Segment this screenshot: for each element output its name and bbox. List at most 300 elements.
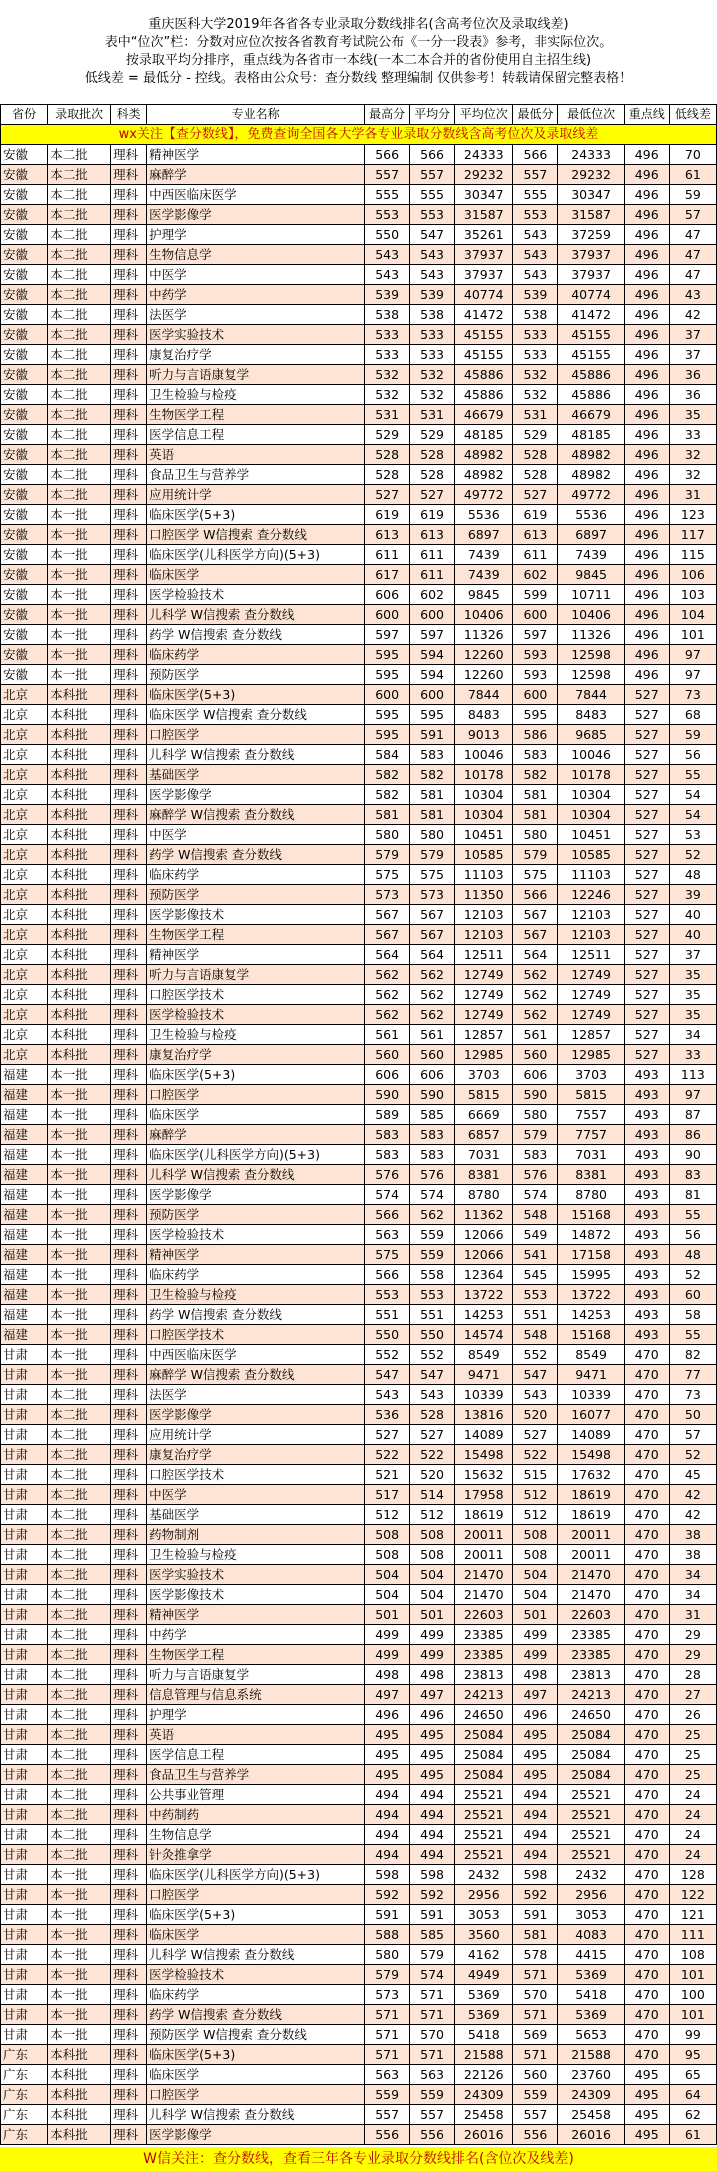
cell-line-diff: 52 xyxy=(669,845,716,865)
cell-max-score: 501 xyxy=(365,1605,410,1625)
cell-province: 安徽 xyxy=(1,485,48,505)
cell-min-rank: 12598 xyxy=(558,645,624,665)
cell-min-score: 527 xyxy=(513,485,558,505)
cell-batch: 本一批 xyxy=(48,1285,111,1305)
cell-line-diff: 35 xyxy=(669,965,716,985)
table-row xyxy=(1,1105,717,1125)
cell-avg-score: 563 xyxy=(410,2065,455,2085)
cell-avg-rank: 24650 xyxy=(455,1705,513,1725)
cell-min-score: 590 xyxy=(513,1085,558,1105)
cell-max-score: 543 xyxy=(365,265,410,285)
cell-line-diff: 34 xyxy=(669,1585,716,1605)
cell-min-rank: 5653 xyxy=(558,2025,624,2045)
cell-subject: 理科 xyxy=(111,1125,147,1145)
cell-province: 甘肃 xyxy=(1,1425,48,1445)
cell-province: 甘肃 xyxy=(1,1945,48,1965)
cell-line-diff: 28 xyxy=(669,1665,716,1685)
cell-min-rank: 45886 xyxy=(558,385,624,405)
cell-max-score: 494 xyxy=(365,1825,410,1845)
cell-min-score: 566 xyxy=(513,885,558,905)
cell-avg-score: 499 xyxy=(410,1625,455,1645)
cell-line-diff: 53 xyxy=(669,825,716,845)
cell-max-score: 553 xyxy=(365,205,410,225)
cell-key-line: 470 xyxy=(624,1465,669,1485)
cell-batch: 本二批 xyxy=(48,425,111,445)
cell-key-line: 470 xyxy=(624,1685,669,1705)
cell-subject: 理科 xyxy=(111,1945,147,1965)
cell-key-line: 493 xyxy=(624,1265,669,1285)
cell-min-rank: 10339 xyxy=(558,1385,624,1405)
cell-batch: 本科批 xyxy=(48,2045,111,2065)
cell-subject: 理科 xyxy=(111,645,147,665)
cell-subject: 理科 xyxy=(111,2045,147,2065)
cell-max-score: 555 xyxy=(365,185,410,205)
cell-avg-score: 528 xyxy=(410,465,455,485)
cell-max-score: 528 xyxy=(365,465,410,485)
cell-batch: 本一批 xyxy=(48,1245,111,1265)
cell-min-score: 595 xyxy=(513,705,558,725)
cell-avg-rank: 13722 xyxy=(455,1285,513,1305)
cell-max-score: 606 xyxy=(365,1065,410,1085)
cell-subject: 理科 xyxy=(111,1885,147,1905)
cell-batch: 本二批 xyxy=(48,1545,111,1565)
cell-province: 福建 xyxy=(1,1185,48,1205)
cell-subject: 理科 xyxy=(111,905,147,925)
cell-max-score: 562 xyxy=(365,1005,410,1025)
cell-province: 甘肃 xyxy=(1,1825,48,1845)
cell-min-rank: 12985 xyxy=(558,1045,624,1065)
cell-min-rank: 25521 xyxy=(558,1845,624,1865)
cell-subject: 理科 xyxy=(111,1145,147,1165)
cell-batch: 本科批 xyxy=(48,825,111,845)
cell-min-rank: 17632 xyxy=(558,1465,624,1485)
cell-min-score: 541 xyxy=(513,1245,558,1265)
cell-subject: 理科 xyxy=(111,585,147,605)
cell-min-rank: 10046 xyxy=(558,745,624,765)
table-row xyxy=(1,745,717,765)
cell-batch: 本一批 xyxy=(48,1925,111,1945)
cell-batch: 本科批 xyxy=(48,865,111,885)
cell-key-line: 496 xyxy=(624,545,669,565)
cell-max-score: 517 xyxy=(365,1485,410,1505)
cell-batch: 本科批 xyxy=(48,2125,111,2145)
cell-batch: 本二批 xyxy=(48,1725,111,1745)
cell-batch: 本二批 xyxy=(48,265,111,285)
cell-avg-score: 591 xyxy=(410,1905,455,1925)
cell-province: 甘肃 xyxy=(1,1705,48,1725)
cell-line-diff: 47 xyxy=(669,265,716,285)
cell-line-diff: 97 xyxy=(669,665,716,685)
cell-line-diff: 90 xyxy=(669,1145,716,1165)
cell-avg-rank: 10304 xyxy=(455,805,513,825)
cell-min-rank: 2432 xyxy=(558,1865,624,1885)
cell-province: 甘肃 xyxy=(1,1365,48,1385)
cell-major: 应用统计学 xyxy=(147,1425,365,1445)
cell-major: 针灸推拿学 xyxy=(147,1845,365,1865)
cell-major: 口腔医学 xyxy=(147,1085,365,1105)
cell-min-rank: 10304 xyxy=(558,785,624,805)
cell-province: 甘肃 xyxy=(1,1785,48,1805)
cell-subject: 理科 xyxy=(111,1645,147,1665)
cell-avg-score: 579 xyxy=(410,845,455,865)
cell-avg-rank: 21470 xyxy=(455,1565,513,1585)
cell-major: 听力与言语康复学 xyxy=(147,965,365,985)
cell-province: 安徽 xyxy=(1,405,48,425)
cell-avg-rank: 25521 xyxy=(455,1825,513,1845)
cell-key-line: 527 xyxy=(624,845,669,865)
cell-major: 中医学 xyxy=(147,825,365,845)
cell-avg-score: 574 xyxy=(410,1185,455,1205)
cell-key-line: 496 xyxy=(624,305,669,325)
cell-avg-rank: 49772 xyxy=(455,485,513,505)
cell-avg-score: 581 xyxy=(410,785,455,805)
cell-avg-score: 580 xyxy=(410,825,455,845)
cell-subject: 理科 xyxy=(111,1905,147,1925)
cell-line-diff: 25 xyxy=(669,1765,716,1785)
cell-min-rank: 8381 xyxy=(558,1165,624,1185)
cell-line-diff: 45 xyxy=(669,1465,716,1485)
cell-major: 医学信息工程 xyxy=(147,425,365,445)
cell-min-rank: 24213 xyxy=(558,1685,624,1705)
cell-key-line: 493 xyxy=(624,1185,669,1205)
table-row xyxy=(1,405,717,425)
cell-avg-rank: 18619 xyxy=(455,1505,513,1525)
cell-province: 安徽 xyxy=(1,145,48,165)
cell-subject: 理科 xyxy=(111,985,147,1005)
cell-key-line: 470 xyxy=(624,1785,669,1805)
cell-major: 麻醉学 xyxy=(147,165,365,185)
cell-batch: 本科批 xyxy=(48,945,111,965)
cell-avg-score: 594 xyxy=(410,645,455,665)
cell-min-rank: 16077 xyxy=(558,1405,624,1425)
cell-min-rank: 37937 xyxy=(558,245,624,265)
cell-batch: 本一批 xyxy=(48,1265,111,1285)
cell-line-diff: 57 xyxy=(669,1425,716,1445)
cell-key-line: 527 xyxy=(624,905,669,925)
cell-line-diff: 38 xyxy=(669,1545,716,1565)
cell-batch: 本科批 xyxy=(48,685,111,705)
cell-avg-score: 560 xyxy=(410,1045,455,1065)
cell-line-diff: 38 xyxy=(669,1525,716,1545)
cell-subject: 理科 xyxy=(111,765,147,785)
cell-key-line: 470 xyxy=(624,1625,669,1645)
table-row xyxy=(1,1265,717,1285)
cell-province: 安徽 xyxy=(1,425,48,445)
cell-batch: 本科批 xyxy=(48,985,111,1005)
cell-key-line: 470 xyxy=(624,2025,669,2045)
cell-max-score: 531 xyxy=(365,405,410,425)
cell-major: 药学 W信搜索 查分数线 xyxy=(147,845,365,865)
cell-province: 安徽 xyxy=(1,305,48,325)
cell-key-line: 496 xyxy=(624,405,669,425)
cell-batch: 本一批 xyxy=(48,2025,111,2045)
cell-max-score: 582 xyxy=(365,765,410,785)
cell-major: 食品卫生与营养学 xyxy=(147,1765,365,1785)
cell-subject: 理科 xyxy=(111,1225,147,1245)
col-min-score: 最低分 xyxy=(513,105,558,125)
cell-province: 甘肃 xyxy=(1,2005,48,2025)
cell-major: 临床医学 xyxy=(147,2065,365,2085)
cell-avg-rank: 26016 xyxy=(455,2125,513,2145)
cell-avg-score: 552 xyxy=(410,1345,455,1365)
table-row xyxy=(1,1225,717,1245)
cell-max-score: 553 xyxy=(365,1285,410,1305)
cell-max-score: 571 xyxy=(365,2005,410,2025)
cell-key-line: 496 xyxy=(624,665,669,685)
table-row xyxy=(1,1345,717,1365)
cell-subject: 理科 xyxy=(111,465,147,485)
cell-min-score: 553 xyxy=(513,205,558,225)
cell-batch: 本科批 xyxy=(48,845,111,865)
cell-min-score: 533 xyxy=(513,345,558,365)
cell-avg-rank: 45155 xyxy=(455,325,513,345)
cell-min-rank: 26016 xyxy=(558,2125,624,2145)
cell-avg-rank: 12749 xyxy=(455,965,513,985)
table-row xyxy=(1,645,717,665)
cell-min-score: 555 xyxy=(513,185,558,205)
cell-line-diff: 57 xyxy=(669,205,716,225)
cell-major: 卫生检验与检疫 xyxy=(147,385,365,405)
cell-subject: 理科 xyxy=(111,1065,147,1085)
table-row xyxy=(1,1945,717,1965)
table-row xyxy=(1,965,717,985)
cell-avg-rank: 3560 xyxy=(455,1925,513,1945)
cell-avg-score: 497 xyxy=(410,1685,455,1705)
cell-line-diff: 87 xyxy=(669,1105,716,1125)
cell-major: 医学影像技术 xyxy=(147,1585,365,1605)
table-row xyxy=(1,625,717,645)
cell-min-rank: 24309 xyxy=(558,2085,624,2105)
cell-max-score: 562 xyxy=(365,965,410,985)
cell-major: 儿科学 W信搜索 查分数线 xyxy=(147,2105,365,2125)
table-row xyxy=(1,1605,717,1625)
cell-province: 安徽 xyxy=(1,205,48,225)
cell-subject: 理科 xyxy=(111,885,147,905)
cell-min-rank: 21588 xyxy=(558,2045,624,2065)
cell-min-score: 592 xyxy=(513,1885,558,1905)
cell-province: 安徽 xyxy=(1,445,48,465)
cell-batch: 本二批 xyxy=(48,1765,111,1785)
cell-avg-rank: 14574 xyxy=(455,1325,513,1345)
cell-key-line: 527 xyxy=(624,885,669,905)
cell-province: 甘肃 xyxy=(1,1585,48,1605)
cell-min-score: 564 xyxy=(513,945,558,965)
cell-line-diff: 111 xyxy=(669,1925,716,1945)
cell-major: 中医学 xyxy=(147,265,365,285)
table-row xyxy=(1,1245,717,1265)
cell-subject: 理科 xyxy=(111,1825,147,1845)
cell-major: 临床医学(5+3) xyxy=(147,1065,365,1085)
cell-min-rank: 45155 xyxy=(558,325,624,345)
cell-key-line: 496 xyxy=(624,605,669,625)
cell-min-rank: 10451 xyxy=(558,825,624,845)
cell-avg-score: 499 xyxy=(410,1645,455,1665)
cell-min-rank: 25521 xyxy=(558,1805,624,1825)
cell-avg-score: 508 xyxy=(410,1525,455,1545)
table-row xyxy=(1,1485,717,1505)
cell-major: 康复治疗学 xyxy=(147,1045,365,1065)
cell-subject: 理科 xyxy=(111,1265,147,1285)
cell-max-score: 552 xyxy=(365,1345,410,1365)
cell-batch: 本二批 xyxy=(48,1705,111,1725)
cell-avg-score: 551 xyxy=(410,1305,455,1325)
cell-major: 医学影像学 xyxy=(147,205,365,225)
cell-avg-rank: 5418 xyxy=(455,2025,513,2045)
cell-min-score: 582 xyxy=(513,765,558,785)
cell-subject: 理科 xyxy=(111,2105,147,2125)
cell-min-rank: 21470 xyxy=(558,1585,624,1605)
cell-line-diff: 36 xyxy=(669,365,716,385)
cell-line-diff: 122 xyxy=(669,1885,716,1905)
cell-min-rank: 23760 xyxy=(558,2065,624,2085)
table-row xyxy=(1,705,717,725)
cell-major: 临床医学 xyxy=(147,1925,365,1945)
cell-max-score: 543 xyxy=(365,245,410,265)
cell-avg-rank: 46679 xyxy=(455,405,513,425)
cell-key-line: 470 xyxy=(624,1365,669,1385)
cell-subject: 理科 xyxy=(111,145,147,165)
cell-batch: 本二批 xyxy=(48,1645,111,1665)
cell-batch: 本二批 xyxy=(48,1825,111,1845)
cell-key-line: 527 xyxy=(624,925,669,945)
cell-line-diff: 52 xyxy=(669,1445,716,1465)
cell-avg-rank: 8381 xyxy=(455,1165,513,1185)
cell-line-diff: 83 xyxy=(669,1165,716,1185)
cell-key-line: 470 xyxy=(624,1525,669,1545)
cell-max-score: 598 xyxy=(365,1865,410,1885)
cell-major: 英语 xyxy=(147,445,365,465)
cell-batch: 本二批 xyxy=(48,1465,111,1485)
cell-major: 麻醉学 W信搜索 查分数线 xyxy=(147,805,365,825)
cell-min-score: 567 xyxy=(513,925,558,945)
cell-key-line: 496 xyxy=(624,285,669,305)
cell-line-diff: 37 xyxy=(669,325,716,345)
cell-key-line: 470 xyxy=(624,1345,669,1365)
cell-major: 临床医学 xyxy=(147,565,365,585)
cell-avg-rank: 11350 xyxy=(455,885,513,905)
cell-line-diff: 42 xyxy=(669,1485,716,1505)
cell-major: 临床药学 xyxy=(147,645,365,665)
cell-subject: 理科 xyxy=(111,1245,147,1265)
cell-major: 临床医学 xyxy=(147,1105,365,1125)
cell-min-rank: 12857 xyxy=(558,1025,624,1045)
cell-line-diff: 42 xyxy=(669,1505,716,1525)
cell-max-score: 560 xyxy=(365,1045,410,1065)
cell-key-line: 493 xyxy=(624,1245,669,1265)
cell-batch: 本二批 xyxy=(48,205,111,225)
cell-major: 医学检验技术 xyxy=(147,1965,365,1985)
cell-max-score: 571 xyxy=(365,2045,410,2065)
cell-line-diff: 73 xyxy=(669,1385,716,1405)
cell-avg-rank: 6897 xyxy=(455,525,513,545)
table-row xyxy=(1,1885,717,1905)
cell-avg-score: 539 xyxy=(410,285,455,305)
cell-avg-score: 557 xyxy=(410,2105,455,2125)
cell-max-score: 588 xyxy=(365,1925,410,1945)
cell-avg-score: 527 xyxy=(410,1425,455,1445)
cell-min-rank: 41472 xyxy=(558,305,624,325)
cell-min-rank: 40774 xyxy=(558,285,624,305)
cell-avg-score: 543 xyxy=(410,265,455,285)
cell-subject: 理科 xyxy=(111,1445,147,1465)
cell-major: 精神医学 xyxy=(147,145,365,165)
cell-min-rank: 12598 xyxy=(558,665,624,685)
cell-max-score: 533 xyxy=(365,345,410,365)
cell-min-rank: 25084 xyxy=(558,1765,624,1785)
cell-min-rank: 24333 xyxy=(558,145,624,165)
cell-min-score: 562 xyxy=(513,1005,558,1025)
cell-batch: 本科批 xyxy=(48,2085,111,2105)
cell-line-diff: 37 xyxy=(669,345,716,365)
cell-batch: 本二批 xyxy=(48,1585,111,1605)
cell-major: 医学实验技术 xyxy=(147,1565,365,1585)
cell-avg-score: 611 xyxy=(410,565,455,585)
cell-avg-score: 581 xyxy=(410,805,455,825)
cell-batch: 本一批 xyxy=(48,625,111,645)
cell-line-diff: 29 xyxy=(669,1645,716,1665)
cell-min-score: 581 xyxy=(513,785,558,805)
cell-avg-rank: 48982 xyxy=(455,465,513,485)
table-row xyxy=(1,145,717,165)
cell-avg-rank: 24333 xyxy=(455,145,513,165)
cell-min-rank: 9845 xyxy=(558,565,624,585)
cell-key-line: 470 xyxy=(624,1405,669,1425)
cell-line-diff: 61 xyxy=(669,165,716,185)
table-row xyxy=(1,1145,717,1165)
cell-line-diff: 32 xyxy=(669,445,716,465)
cell-province: 北京 xyxy=(1,705,48,725)
cell-avg-score: 504 xyxy=(410,1565,455,1585)
cell-avg-rank: 17958 xyxy=(455,1485,513,1505)
cell-batch: 本二批 xyxy=(48,1485,111,1505)
cell-major: 医学影像学 xyxy=(147,1185,365,1205)
cell-avg-score: 529 xyxy=(410,425,455,445)
cell-avg-score: 558 xyxy=(410,1265,455,1285)
cell-max-score: 494 xyxy=(365,1845,410,1865)
cell-line-diff: 40 xyxy=(669,925,716,945)
cell-line-diff: 25 xyxy=(669,1745,716,1765)
cell-max-score: 566 xyxy=(365,1205,410,1225)
cell-subject: 理科 xyxy=(111,945,147,965)
cell-avg-score: 559 xyxy=(410,2085,455,2105)
cell-province: 北京 xyxy=(1,745,48,765)
cell-min-score: 520 xyxy=(513,1405,558,1425)
cell-key-line: 493 xyxy=(624,1065,669,1085)
cell-max-score: 597 xyxy=(365,625,410,645)
cell-major: 口腔医学技术 xyxy=(147,1325,365,1345)
table-row xyxy=(1,1585,717,1605)
cell-key-line: 493 xyxy=(624,1165,669,1185)
cell-min-rank: 3053 xyxy=(558,1905,624,1925)
cell-min-rank: 48982 xyxy=(558,445,624,465)
cell-max-score: 533 xyxy=(365,325,410,345)
cell-batch: 本科批 xyxy=(48,1045,111,1065)
cell-batch: 本二批 xyxy=(48,1525,111,1545)
cell-subject: 理科 xyxy=(111,805,147,825)
cell-line-diff: 73 xyxy=(669,685,716,705)
cell-min-score: 498 xyxy=(513,1665,558,1685)
cell-avg-rank: 10451 xyxy=(455,825,513,845)
cell-min-rank: 29232 xyxy=(558,165,624,185)
cell-province: 安徽 xyxy=(1,605,48,625)
cell-min-rank: 23385 xyxy=(558,1625,624,1645)
cell-min-rank: 4415 xyxy=(558,1945,624,1965)
cell-min-rank: 4083 xyxy=(558,1925,624,1945)
cell-major: 儿科学 W信搜索 查分数线 xyxy=(147,1165,365,1185)
cell-batch: 本一批 xyxy=(48,1345,111,1365)
cell-province: 北京 xyxy=(1,905,48,925)
cell-avg-rank: 9845 xyxy=(455,585,513,605)
